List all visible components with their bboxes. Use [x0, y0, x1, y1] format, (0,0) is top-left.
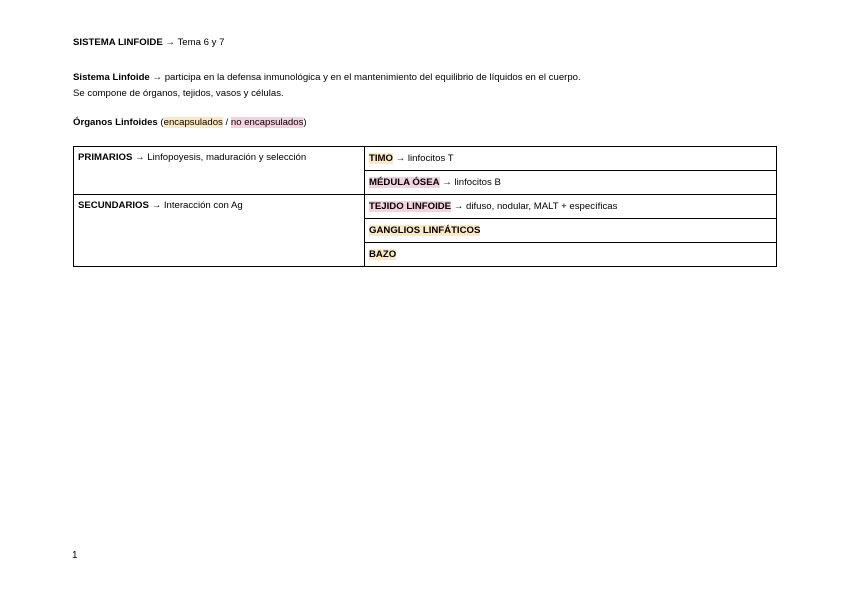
secundarios-label: SECUNDARIOS — [78, 200, 149, 211]
secundarios-desc: → Interacción con Ag — [148, 200, 243, 211]
timo-cell — [365, 147, 777, 171]
page-number: 1 — [72, 550, 78, 561]
page-title — [73, 37, 224, 49]
encapsulated-legend: encapsulados — [163, 117, 223, 128]
ganglios-cell — [365, 219, 777, 243]
ganglios-label: GANGLIOS LINFÁTICOS — [369, 225, 481, 236]
title-bold: SISTEMA LINFOIDE — [73, 37, 163, 48]
table-row — [74, 195, 777, 219]
title-rest: → Tema 6 y 7 — [162, 37, 225, 48]
timo-desc: → linfocitos T — [392, 153, 454, 164]
legend-separator: / — [222, 117, 231, 128]
secundarios-cell — [74, 195, 365, 267]
medula-label: MÉDULA ÓSEA — [369, 177, 440, 188]
organos-heading — [73, 117, 307, 129]
table-row — [74, 147, 777, 171]
timo-label: TIMO — [369, 153, 393, 164]
medula-desc: → linfocitos B — [439, 177, 501, 188]
primarios-label: PRIMARIOS — [78, 152, 133, 163]
organos-open-paren: ( — [157, 117, 164, 128]
intro-line-2: Se compone de órganos, tejidos, vasos y células. — [73, 88, 284, 99]
not-encapsulated-legend: no encapsulados — [230, 117, 304, 128]
intro-line-1 — [73, 72, 581, 84]
organos-close-paren: ) — [303, 117, 307, 128]
intro-term: Sistema Linfoide — [73, 72, 150, 83]
primarios-cell — [74, 147, 365, 195]
bazo-label: BAZO — [369, 249, 397, 260]
medula-cell — [365, 171, 777, 195]
bazo-cell — [365, 243, 777, 267]
lymphoid-organs-table — [73, 146, 777, 267]
tejido-cell — [365, 195, 777, 219]
intro-definition: → participa en la defensa inmunológica y en el mantenimiento del equilibrio de líquidos en el cuerpo. — [149, 72, 581, 83]
primarios-desc: → Linfopoyesis, maduración y selección — [132, 152, 307, 163]
tejido-desc: → difuso, nodular, MALT + específicas — [451, 201, 618, 212]
organos-title: Órganos Linfoides — [73, 117, 158, 128]
tejido-label: TEJIDO LINFOIDE — [369, 201, 452, 212]
